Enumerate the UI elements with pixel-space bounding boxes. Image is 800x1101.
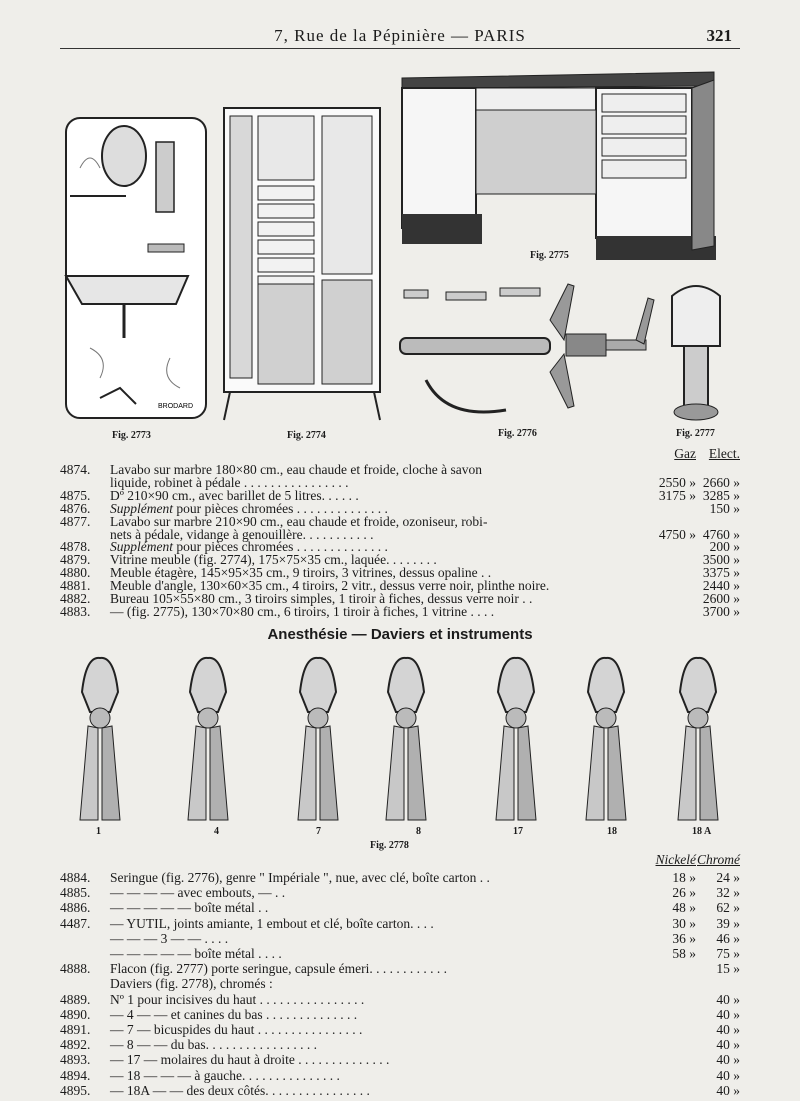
cell-num: 4879. [60, 552, 91, 568]
table-row [60, 961, 740, 977]
price-table-furniture [60, 446, 740, 619]
cell-num: 4878. [60, 539, 91, 555]
cell-desc: Meuble étagère, 145×95×35 cm., 9 tiroirs, 3 vitrines, dessus opaline . . [110, 565, 492, 581]
cell-desc: Lavabo sur marbre 180×80 cm., eau chaude et froide, cloche à savon [110, 462, 482, 477]
cell-desc: Nº 1 pour incisives du haut . . . . . . . . . . . . . . . . [110, 991, 365, 1007]
cell-num: 4889. [60, 991, 91, 1007]
cell-b: 32 » [716, 885, 740, 901]
cell-num: 4883. [60, 603, 91, 619]
figure-syringe [396, 280, 658, 426]
cell-num: 4890. [60, 1006, 91, 1022]
cell-num: 4880. [60, 565, 91, 581]
cell-desc: Vitrine meuble (fig. 2774), 175×75×35 cm., laquée. . . . . . . . [110, 552, 437, 568]
header-address: 7, Rue de la Pépinière — PARIS [274, 26, 526, 45]
table-row [60, 900, 740, 916]
cell-a: 48 » [672, 900, 696, 916]
forceps-label: 7 [316, 826, 321, 837]
cell-num: 4487. [60, 915, 91, 931]
cell-desc: Bureau 105×55×80 cm., 3 tiroirs simples, 1 tiroir à fiches, dessus verre noir . . [110, 591, 533, 606]
cell-desc: nets à pédale, vidange à genouillère. . . . . . . . . . . [110, 526, 374, 542]
cell-num: 4874. [60, 462, 91, 477]
cell-num: 4884. [60, 870, 91, 885]
caption-fig-2775: Fig. 2775 [530, 250, 569, 261]
cell-a: 4750 » [658, 526, 696, 542]
table-row [60, 931, 740, 947]
cell-b: 39 » [716, 915, 740, 931]
table-row [60, 946, 740, 962]
cell-desc: Daviers (fig. 2778), chromés : [110, 976, 273, 992]
forceps-drawing [496, 658, 536, 820]
cell-desc: Supplément pour pièces chromées . . . . . . . . . . . . . . [110, 500, 388, 516]
forceps-drawing [386, 658, 426, 820]
cell-desc: — YUTIL, joints amiante, 1 embout et clé, boîte carton. . . . [110, 915, 434, 931]
cell-desc: liquide, robinet à pédale . . . . . . . . . . . . . . . . [110, 474, 349, 490]
forceps-drawing [678, 658, 718, 820]
cell-b: 2440 » [702, 578, 740, 594]
cell-num: 4875. [60, 487, 91, 503]
cell-b: 40 » [716, 1082, 740, 1098]
cell-a: 3175 » [658, 487, 696, 503]
cell-b: 200 » [709, 539, 740, 555]
forceps-drawing [586, 658, 626, 820]
cell-desc: — 18A — — des deux côtés. . . . . . . . . . . . . . . . [110, 1082, 370, 1098]
table-row [60, 976, 740, 992]
cell-a: 36 » [672, 930, 696, 946]
cell-b: 4760 » [702, 526, 740, 542]
brand-label: BRODARD [158, 403, 194, 410]
table-row [60, 1037, 740, 1053]
column-header-elect: Elect. [708, 446, 740, 461]
cell-a: 26 » [672, 885, 696, 901]
cell-b: 75 » [716, 946, 740, 961]
forceps-label: 4 [214, 826, 219, 837]
table-row [60, 1007, 740, 1023]
page-number: 321 [706, 26, 732, 45]
forceps-drawing [298, 658, 338, 820]
cell-b: 15 » [716, 961, 740, 977]
cell-desc: Dº 210×90 cm., avec barillet de 5 litres. . . . . . [110, 487, 359, 503]
cell-desc: — 17 — molaires du haut à droite . . . . . . . . . . . . . . [110, 1052, 390, 1068]
forceps-label: 18 A [692, 826, 712, 837]
cell-num: 4892. [60, 1037, 91, 1053]
cell-desc: — — — — — boîte métal . . [110, 900, 269, 916]
figure-flask [664, 276, 728, 424]
table-row [60, 1052, 740, 1068]
cell-a: 2550 » [658, 474, 696, 490]
table-row [60, 992, 740, 1008]
cell-a: 18 » [672, 870, 696, 885]
table-row [60, 1022, 740, 1038]
header-rule [60, 48, 740, 49]
cell-b: 3375 » [702, 565, 740, 581]
table-header [60, 852, 740, 868]
table-row [60, 885, 740, 901]
figure-forceps [60, 652, 740, 824]
cell-desc: — 8 — — du bas. . . . . . . . . . . . . . . . . [110, 1037, 317, 1053]
figure-desk [396, 66, 720, 266]
cell-b: 40 » [716, 1006, 740, 1022]
cell-num: 4891. [60, 1022, 91, 1037]
figure-cabinet [218, 104, 386, 422]
caption-fig-2777: Fig. 2777 [676, 428, 715, 439]
table-row [60, 870, 740, 886]
forceps-drawing [188, 658, 228, 820]
cell-b: 62 » [716, 900, 740, 916]
table-row [60, 916, 740, 932]
cell-b: 150 » [709, 500, 740, 516]
column-header-nickele: Nickelé [655, 852, 696, 867]
cell-num: 4876. [60, 500, 91, 516]
cell-desc: — — — — avec embouts, — . . [110, 885, 286, 901]
price-table-instruments [60, 852, 740, 1100]
cell-b: 2600 » [702, 591, 740, 606]
cell-desc: — (fig. 2775), 130×70×80 cm., 6 tiroirs, 1 tiroir à fiches, 1 vitrine . . . . [110, 603, 495, 619]
cell-b: 3285 » [702, 487, 740, 503]
column-header-chrome: Chromé [697, 852, 740, 867]
caption-fig-2776: Fig. 2776 [498, 428, 537, 439]
cell-num: 4885. [60, 885, 91, 901]
cell-num: 4877. [60, 513, 91, 529]
cell-b: 24 » [716, 870, 740, 885]
cell-b: 40 » [716, 1067, 740, 1083]
cell-b: 3500 » [702, 552, 740, 568]
cell-b: 3700 » [702, 603, 740, 619]
cell-num: 4895. [60, 1082, 91, 1098]
cell-b: 40 » [716, 1052, 740, 1068]
column-header-gaz: Gaz [674, 446, 696, 461]
cell-b: 46 » [716, 930, 740, 946]
page-header [0, 0, 800, 50]
cell-b: 2660 » [702, 474, 740, 490]
cell-desc: Supplément pour pièces chromées . . . . . . . . . . . . . . [110, 539, 388, 555]
cell-a: 30 » [672, 915, 696, 931]
table-header [60, 446, 740, 462]
forceps-label: 18 [607, 826, 617, 837]
cell-num: 4881. [60, 578, 91, 594]
cell-b: 40 » [716, 1022, 740, 1037]
cell-desc: — — — — — boîte métal . . . . [110, 946, 282, 961]
forceps-label: 8 [416, 826, 421, 837]
cell-desc: — 18 — — — à gauche. . . . . . . . . . . . . . . [110, 1067, 340, 1083]
cell-b: 40 » [716, 991, 740, 1007]
cell-num: 4893. [60, 1052, 91, 1068]
forceps-drawing [80, 658, 120, 820]
cell-num: 4882. [60, 591, 91, 606]
forceps-label: 1 [96, 826, 101, 837]
cell-desc: — 7 — bicuspides du haut . . . . . . . . . . . . . . . . [110, 1022, 363, 1037]
cell-num: 4888. [60, 961, 91, 977]
cell-desc: Seringue (fig. 2776), genre " Impériale ", nue, avec clé, boîte carton . . [110, 870, 490, 885]
cell-desc: — 4 — — et canines du bas . . . . . . . . . . . . . . [110, 1006, 358, 1022]
caption-fig-2773: Fig. 2773 [112, 430, 151, 441]
cell-desc: — — — 3 — — . . . . [110, 930, 229, 946]
cell-desc: Meuble d'angle, 130×60×35 cm., 4 tiroirs, 2 vitr., dessus verre noir, plinthe noire. [110, 578, 550, 594]
figure-wash-basin [60, 108, 212, 426]
cell-desc: Lavabo sur marbre 210×90 cm., eau chaude et froide, ozoniseur, robi- [110, 513, 488, 529]
forceps-label: 17 [513, 826, 523, 837]
cell-a: 58 » [672, 946, 696, 961]
caption-fig-2778: Fig. 2778 [370, 840, 409, 851]
table-row [60, 1068, 740, 1084]
caption-fig-2774: Fig. 2774 [287, 430, 326, 441]
cell-num: 4886. [60, 900, 91, 916]
table-row [60, 1083, 740, 1099]
section-title: Anesthésie — Daviers et instruments [267, 626, 533, 643]
table-row [60, 604, 740, 620]
cell-num: 4894. [60, 1067, 91, 1083]
cell-desc: Flacon (fig. 2777) porte seringue, capsule émeri. . . . . . . . . . . . [110, 961, 448, 977]
cell-b: 40 » [716, 1037, 740, 1053]
